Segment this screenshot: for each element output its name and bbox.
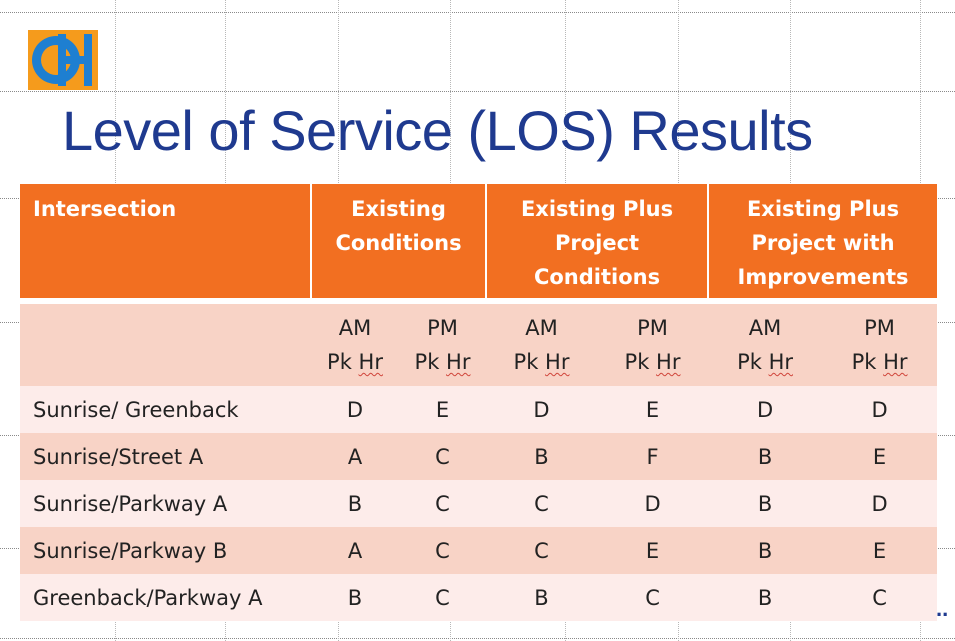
los-cell: D [708, 386, 822, 433]
los-cell: E [822, 527, 937, 574]
guide-line [0, 12, 955, 13]
los-cell: B [311, 574, 399, 621]
guide-line [0, 638, 955, 639]
subheader-cell: PM Pk Hr [822, 303, 937, 386]
los-cell: D [822, 480, 937, 527]
peak-hour-subheader-row [20, 303, 937, 386]
intersection-name: Sunrise/Parkway B [20, 527, 311, 574]
existing-conditions-header: Existing Conditions [311, 184, 486, 298]
table-row [20, 527, 937, 574]
los-cell: B [311, 480, 399, 527]
intersection-name: Sunrise/ Greenback [20, 386, 311, 433]
intersection-name: Sunrise/Street A [20, 433, 311, 480]
los-cell: C [822, 574, 937, 621]
los-cell: E [597, 386, 708, 433]
ch-firm-logo-icon [28, 30, 98, 90]
los-cell: D [486, 386, 597, 433]
los-cell: C [399, 574, 486, 621]
table-row [20, 386, 937, 433]
los-cell: E [597, 527, 708, 574]
subheader-cell: PM Pk Hr [597, 303, 708, 386]
los-cell: B [708, 433, 822, 480]
subheader-cell: PM Pk Hr [399, 303, 486, 386]
los-cell: C [486, 480, 597, 527]
table-row [20, 480, 937, 527]
los-cell: C [597, 574, 708, 621]
subheader-cell: AM Pk Hr [708, 303, 822, 386]
los-cell: C [399, 480, 486, 527]
table-row [20, 433, 937, 480]
existing-plus-project-header: Existing Plus Project Conditions [486, 184, 708, 298]
los-cell: B [708, 527, 822, 574]
los-cell: C [399, 433, 486, 480]
intersection-name: Sunrise/Parkway A [20, 480, 311, 527]
guide-line [0, 91, 955, 92]
subheader-cell: AM Pk Hr [311, 303, 399, 386]
los-cell: B [486, 433, 597, 480]
los-cell: D [822, 386, 937, 433]
los-cell: D [597, 480, 708, 527]
intersection-header: Intersection [20, 184, 311, 298]
los-cell: E [399, 386, 486, 433]
table-header-row [20, 184, 937, 298]
subheader-cell: AM Pk Hr [486, 303, 597, 386]
los-cell: B [708, 480, 822, 527]
los-cell: A [311, 527, 399, 574]
table-row [20, 574, 937, 621]
more-indicator: .. [936, 596, 949, 621]
los-cell: A [311, 433, 399, 480]
los-cell: B [708, 574, 822, 621]
los-cell: C [486, 527, 597, 574]
intersection-name: Greenback/Parkway A [20, 574, 311, 621]
slide-title: Level of Service (LOS) Results [62, 99, 813, 162]
los-cell: E [822, 433, 937, 480]
los-cell: D [311, 386, 399, 433]
los-cell: C [399, 527, 486, 574]
los-cell: F [597, 433, 708, 480]
los-results-table [20, 184, 937, 621]
subheader-blank [20, 303, 311, 386]
los-cell: B [486, 574, 597, 621]
existing-plus-project-improvements-header: Existing Plus Project with Improvements [708, 184, 937, 298]
